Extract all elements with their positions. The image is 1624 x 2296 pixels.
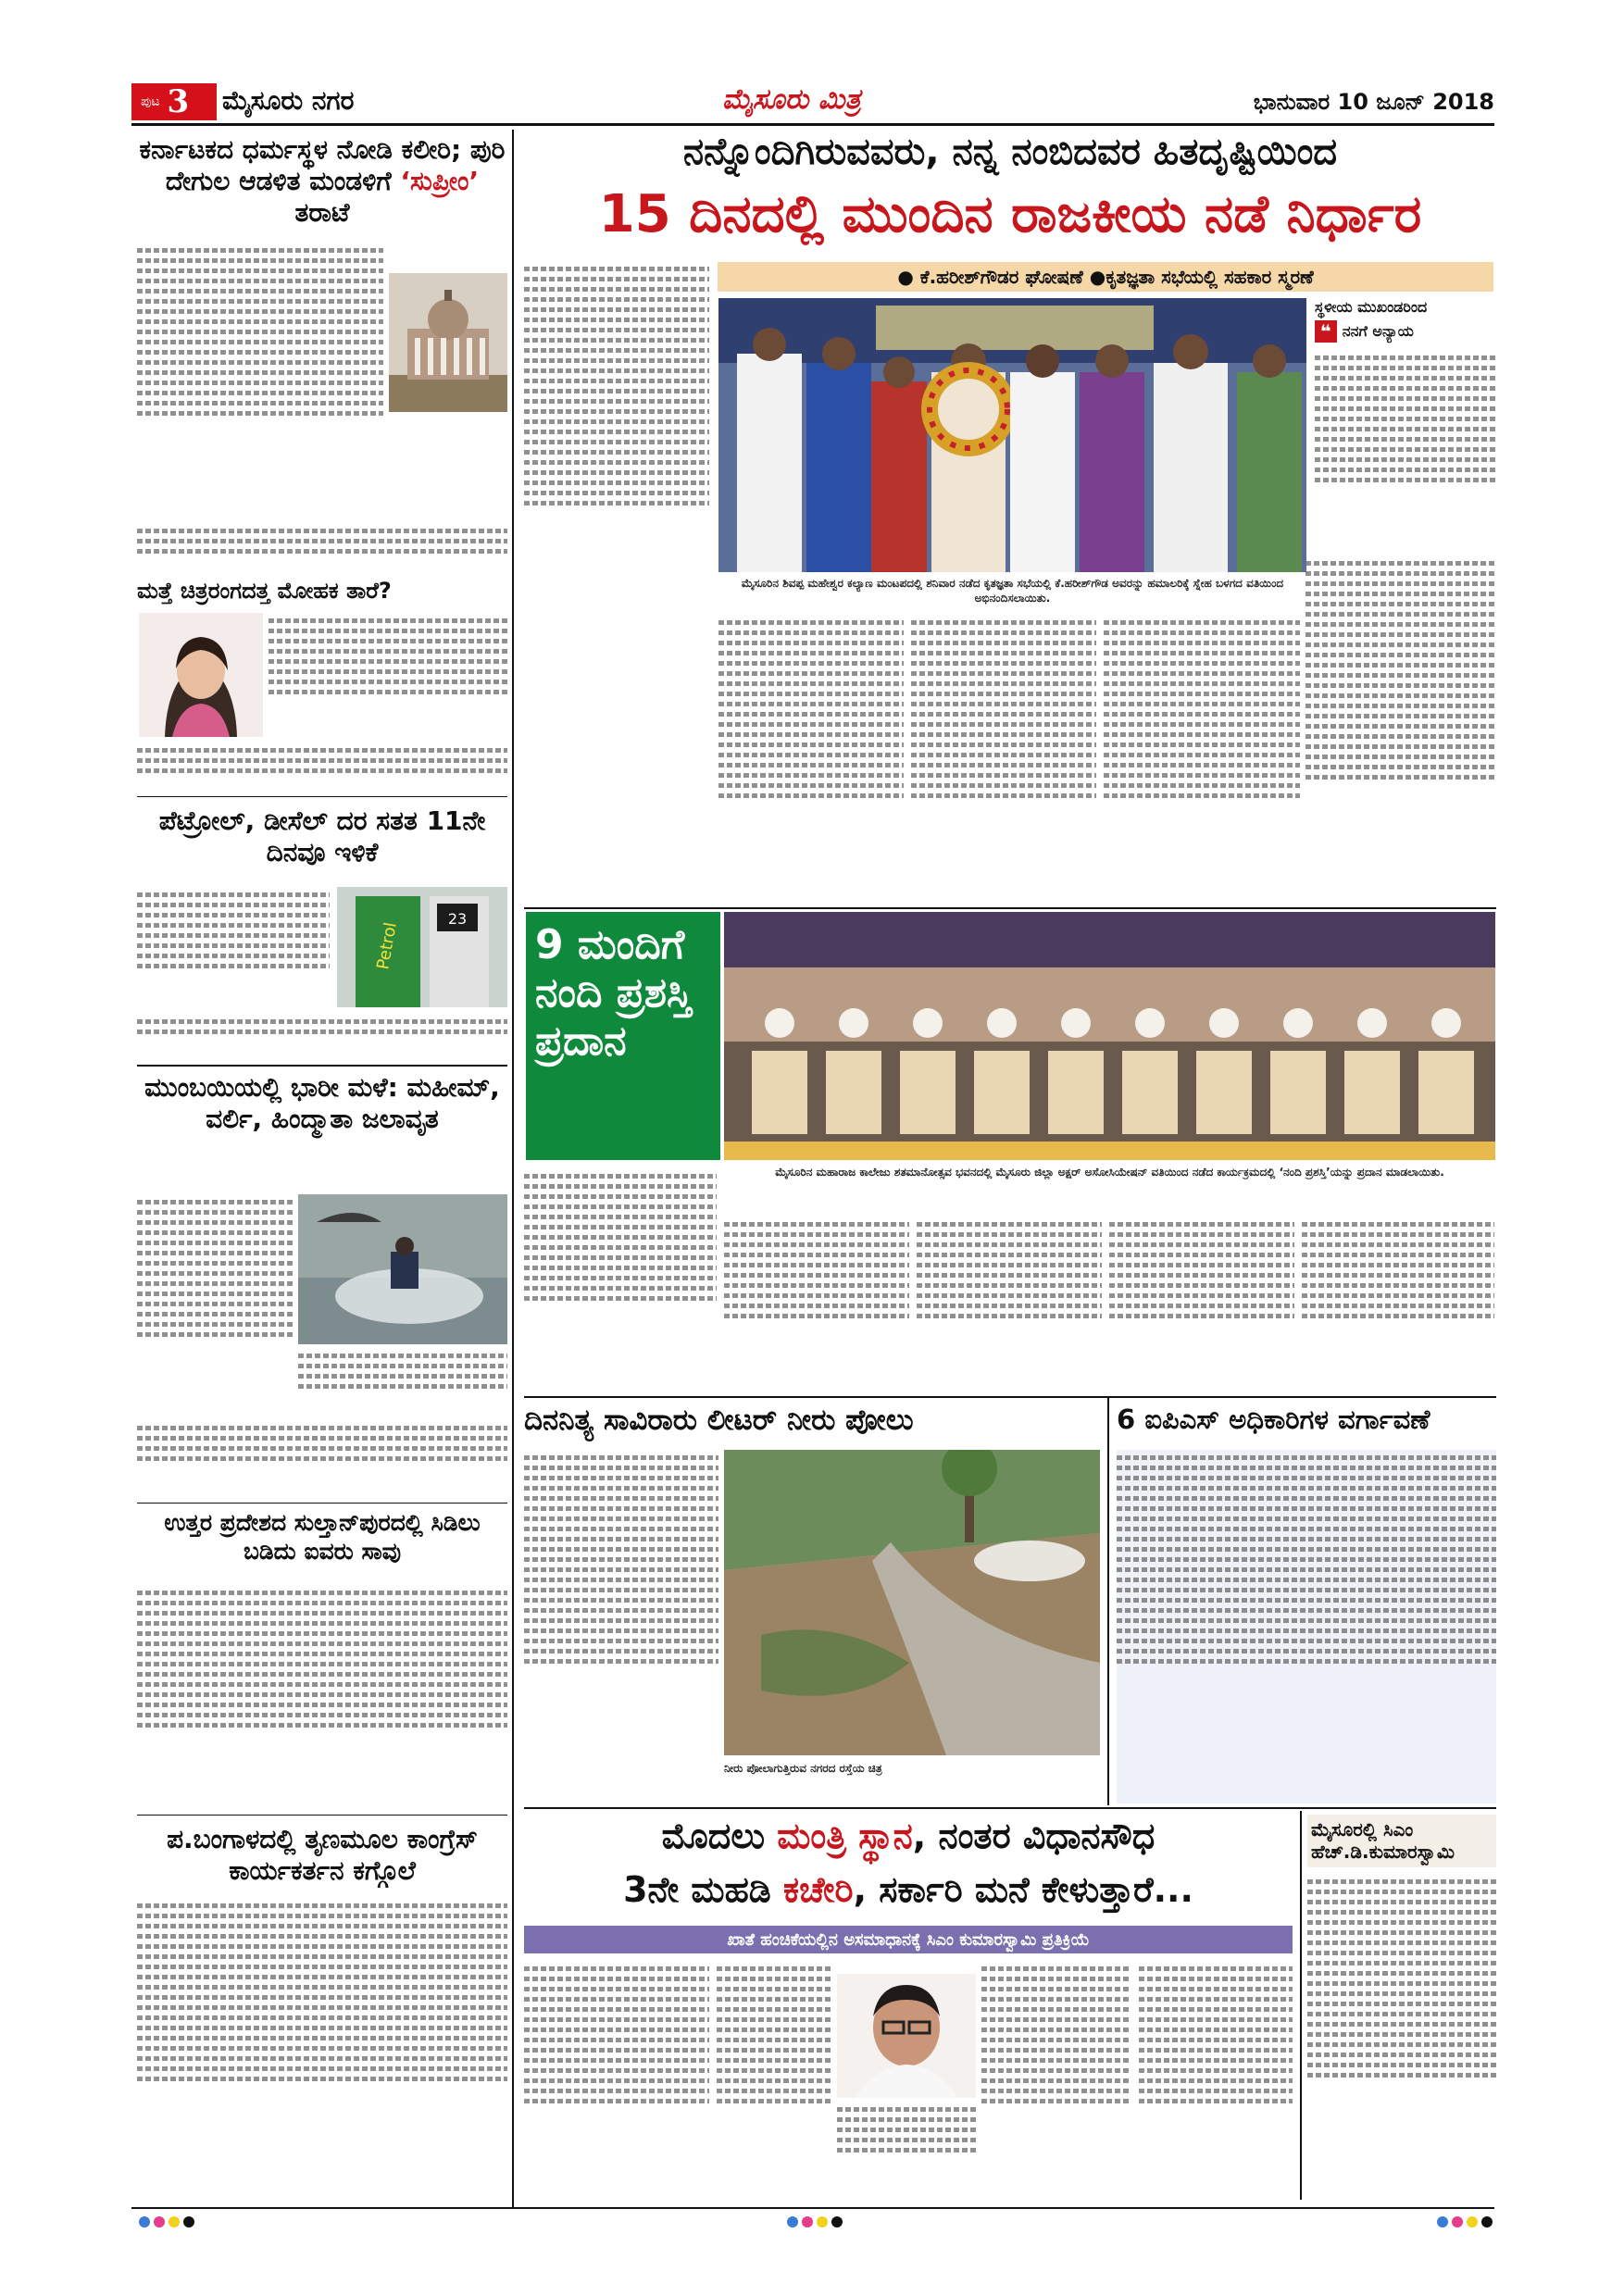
page-label: ಪುಟ: [141, 94, 160, 109]
registration-dot: [802, 2216, 813, 2227]
cm-side-body: [1307, 1874, 1496, 2196]
registration-dot: [1452, 2216, 1463, 2227]
petrol-pump-photo: [337, 887, 507, 1007]
cm-headline-line2: 3ನೇ ಮಹಡಿ ಕಚೇರಿ, ಸರ್ಕಾರಿ ಮನೆ ಕೇಳುತ್ತಾರೆ...: [623, 1869, 1193, 1910]
cm-strap: ಖಾತೆ ಹಂಚಿಕೆಯಲ್ಲಿನ ಅಸಮಾಧಾನಕ್ಕೆ ಸಿಎಂ ಕುಮಾರಸ್ವಾಮಿ ಪ್ರತಿಕ್ರಿಯೆ: [524, 1926, 1293, 1953]
column-divider: [512, 130, 514, 2208]
footer-rule: [131, 2207, 1494, 2209]
story4-body: [137, 1194, 293, 1416]
lead-sidebar: [1315, 298, 1495, 343]
supreme-court-photo: [389, 273, 507, 412]
sidebar-title: ಸ್ಥಳೀಯ ಮುಖಂಡರಿಂದ: [1315, 298, 1428, 316]
registration-dot: [787, 2216, 798, 2227]
lead-sidebar-body: [1315, 350, 1495, 557]
nandi-body-col4: [1109, 1217, 1294, 1392]
story3-body: [137, 887, 330, 1012]
water-photo-caption: ನೀರು ಪೋಲಾಗುತ್ತಿರುವ ನಗರದ ರಸ್ತೆಯ ಚಿತ್ರ: [724, 1762, 882, 1775]
registration-dot: [817, 2216, 828, 2227]
cm-body-col4: [981, 1961, 1131, 2194]
lead-body-col2: [718, 615, 904, 900]
story2-body-cont: [137, 742, 507, 794]
story1-body: [137, 243, 383, 522]
lead-headline-line2: 15 ದಿನದಲ್ಲಿ ಮುಂದಿನ ರಾಜಕೀಯ ನಡೆ ನಿರ್ಧಾರ: [598, 184, 1422, 244]
lead-body-col1: [524, 261, 709, 650]
page-number: 3: [167, 83, 190, 120]
page-number-badge: [131, 83, 217, 120]
registration-dot: [831, 2216, 843, 2227]
registration-dot: [1467, 2216, 1478, 2227]
quote-mark-icon: ❝: [1315, 320, 1337, 343]
nandi-body-col1: [524, 1168, 717, 1392]
story4-body-cont: [298, 1348, 507, 1418]
registration-dot: [1481, 2216, 1493, 2227]
lead-headline-line1: ನನ್ನೊಂದಿಗಿರುವವರು, ನನ್ನ ನಂಬಿದವರ ಹಿತದೃಷ್ಟಿಯಿಂದ: [682, 131, 1338, 173]
nandi-body-col5: [1302, 1217, 1494, 1392]
cm-body-col2: [717, 1961, 831, 2194]
mumbai-rain-photo: [298, 1194, 507, 1344]
cm-side-title: ಮೈಸೂರಲ್ಲಿ ಸಿಎಂ ಹೆಚ್.ಡಿ.ಕುಮಾರಸ್ವಾಮಿ: [1307, 1815, 1496, 1867]
cm-body-col5: [1139, 1961, 1293, 2194]
header-rule: [131, 123, 1494, 126]
story1-headline: ಕರ್ನಾಟಕದ ಧರ್ಮಸ್ಥಳ ನೋಡಿ ಕಲೀರಿ; ಪುರಿ ದೇಗುಲ ಆಡಳಿತ ಮಂಡಳಿಗೆ ‘ಸುಪ್ರೀಂ’ ತರಾಟೆ: [139, 134, 506, 229]
lead-photo-caption: ಮೈಸೂರಿನ ಶಿವಪ್ಪ ಮಹೇಶ್ವರ ಕಲ್ಯಾಣ ಮಂಟಪದಲ್ಲಿ ಶನಿವಾರ ನಡೆದ ಕೃತಜ್ಞತಾ ಸಭೆಯಲ್ಲಿ ಕೆ.ಹರೀಶ್‌ಗೌಡ ಅವರನ್ನು ಹಮಾಲರಿಕ್ಕೆ ಸ್ನೇಹ ಬಳಗದ ವತಿಯಿಂದ ಅಭಿನಂದಿಸಲಾಯಿತು.: [741, 577, 1284, 605]
story3-headline: ಪೆಟ್ರೋಲ್, ಡೀಸೆಲ್ ದರ ಸತತ 11ನೇ ದಿನವೂ ಇಳಿಕೆ: [158, 805, 486, 868]
water-headline: ದಿನನಿತ್ಯ ಸಾವಿರಾರು ಲೀಟರ್ ನೀರು ಪೋಲು: [524, 1404, 914, 1437]
cm-body-col1: [524, 1961, 709, 2194]
story6-headline: ಪ.ಬಂಗಾಳದಲ್ಲಿ ತೃಣಮೂಲ ಕಾಂಗ್ರೆಸ್ ಕಾರ್ಯಕರ್ತನ ಕಗ್ಗೊಲೆ: [167, 1824, 478, 1887]
story2-headline: ಮತ್ತೆ ಚಿತ್ರರಂಗದತ್ತ ಮೋಹಕ ತಾರೆ?: [137, 578, 392, 604]
lead-strap: ● ಕೆ.ಹರೀಶ್‌ಗೌಡರ ಘೋಷಣೆ ●ಕೃತಜ್ಞತಾ ಸಭೆಯಲ್ಲಿ ಸಹಕಾರ ಸ್ಮರಣೆ: [718, 262, 1493, 292]
story4-body-cont2: [137, 1420, 507, 1500]
nandi-body-col3: [917, 1217, 1102, 1392]
lead-body-col4: [1104, 615, 1300, 900]
story2-body: [269, 613, 507, 741]
registration-dot: [169, 2216, 180, 2227]
nandi-award-photo: [724, 912, 1495, 1160]
dateline: ಭಾನುವಾರ 10 ಜೂನ್ 2018: [1253, 89, 1494, 115]
registration-dot: [1437, 2216, 1448, 2227]
cm-headline-line1: ಮೊದಲು ಮಂತ್ರಿ ಸ್ಥಾನ, ನಂತರ ವಿಧಾನಸೌಧ: [661, 1816, 1156, 1856]
masthead-logo: ಮೈಸೂರು ಮಿತ್ರ: [722, 83, 861, 116]
svg-text:23: 23: [447, 910, 468, 928]
nandi-photo-caption: ಮೈಸೂರಿನ ಮಹಾರಾಜ ಕಾಲೇಜು ಶತಮಾನೋತ್ಸವ ಭವನದಲ್ಲಿ ಮೈಸೂರು ಜಿಲ್ಲಾ ಅಕ್ಷರ್ ಅಸೋಸಿಯೇಷನ್ ವತಿಯಿಂದ ನಡೆದ ಕಾರ್ಯಕ್ರಮದಲ್ಲಿ ‘ನಂದಿ ಪ್ರಶಸ್ತಿ’ಯನ್ನು ಪ್ರದಾನ ಮಾಡಲಾಯಿತು.: [775, 1166, 1444, 1179]
cm-body-col3: [837, 2102, 976, 2194]
section-title: ಮೈಸೂರು ನಗರ: [222, 85, 355, 116]
story4-headline: ಮುಂಬಯಿಯಲ್ಲಿ ಭಾರೀ ಮಳೆ: ಮಹೀಮ್, ವರ್ಲಿ, ಹಿಂದ್ಮಾತಾ ಜಲಾವೃತ: [144, 1072, 500, 1135]
ips-body: [1117, 1450, 1496, 1803]
sidebar-subtitle: ನನಗೆ ಅನ್ಯಾಯ: [1342, 321, 1414, 340]
nandi-body-col2: [724, 1217, 909, 1392]
lead-body-col3: [911, 615, 1096, 900]
cm-portrait-photo: [837, 1974, 976, 2098]
lead-felicitation-photo: [718, 298, 1306, 572]
registration-dot: [139, 2216, 150, 2227]
actress-photo: [139, 613, 263, 737]
nandi-banner-text: 9 ಮಂದಿಗೆ ನಂದಿ ಪ್ರಶಸ್ತಿ ಪ್ರದಾನ: [535, 921, 693, 1065]
petrol-sign-text: Petrol: [373, 920, 401, 971]
registration-dot: [154, 2216, 165, 2227]
story5-body: [137, 1585, 507, 1816]
story3-body-cont: [137, 1014, 507, 1060]
story1-body-cont: [137, 523, 507, 577]
ips-headline: 6 ಐಪಿಎಸ್ ಅಧಿಕಾರಿಗಳ ವರ್ಗಾವಣೆ: [1117, 1404, 1430, 1435]
water-wastage-photo: [724, 1450, 1100, 1755]
water-body-col1: [524, 1450, 718, 1803]
story5-headline: ಉತ್ತರ ಪ್ರದೇಶದ ಸುಲ್ತಾನ್‌ಪುರದಲ್ಲಿ ಸಿಡಿಲು ಬಡಿದು ಐವರು ಸಾವು: [164, 1509, 481, 1565]
lead-body-col5: [1305, 555, 1495, 900]
story6-body: [137, 1898, 507, 2194]
registration-dot: [183, 2216, 194, 2227]
